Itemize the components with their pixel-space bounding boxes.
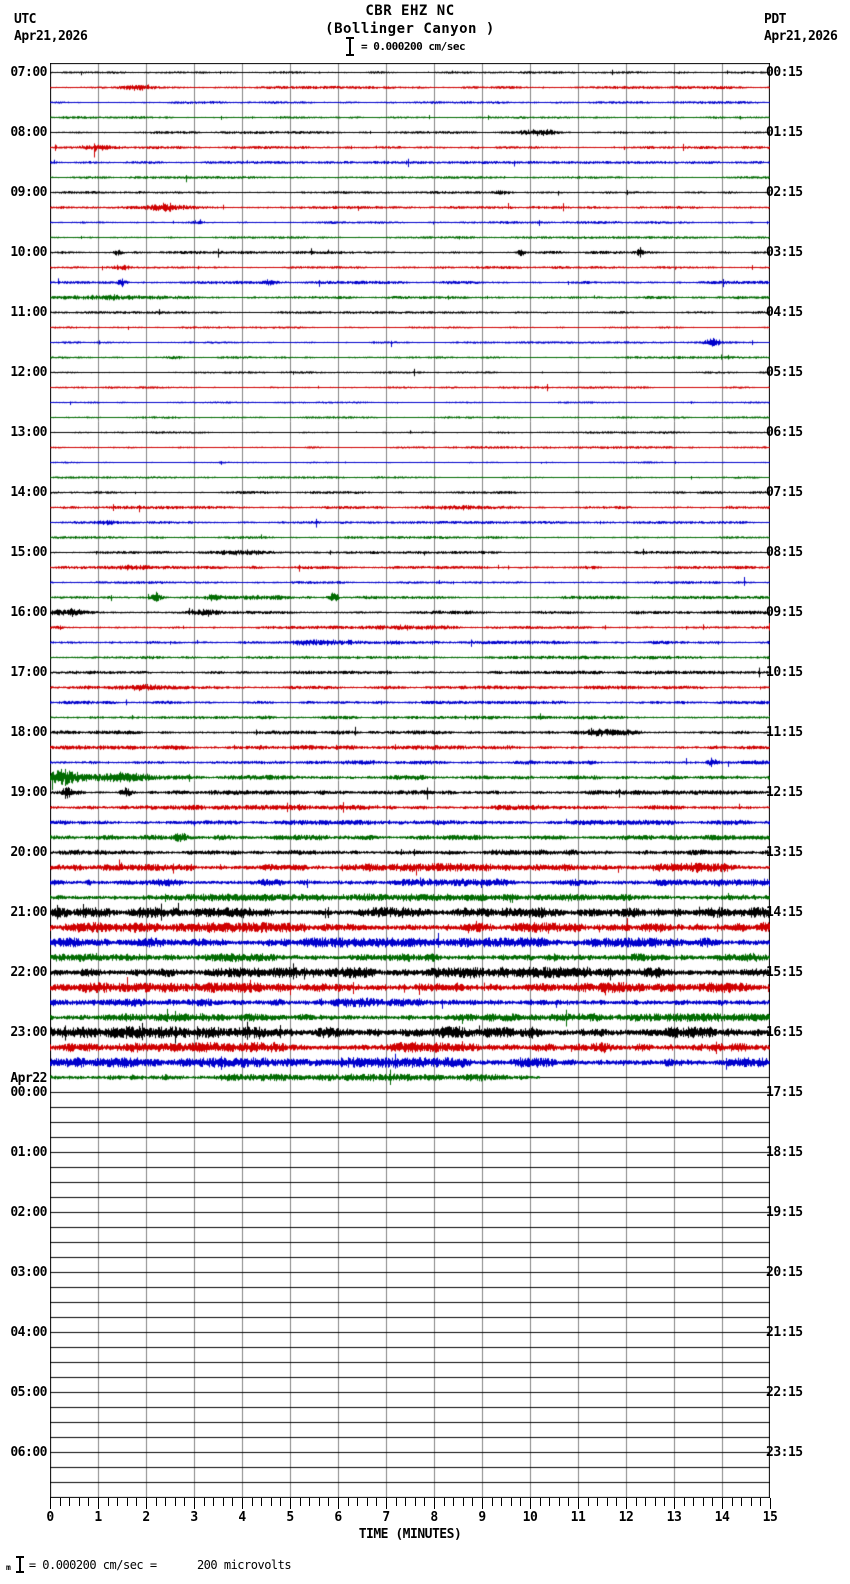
pdt-timezone-label: PDT [764,12,786,27]
minute-minor-tick [636,1498,637,1506]
minute-major-tick [530,1498,531,1509]
minute-major-tick [722,1498,723,1509]
minute-minor-tick [424,1498,425,1506]
footer-scale-note [6,1556,291,1573]
pdt-hour-label: 11:15 [766,725,803,740]
minute-minor-tick [357,1498,358,1506]
minute-tick-label: 13 [666,1510,682,1525]
utc-hour-label: 05:00 [10,1385,47,1400]
minute-minor-tick [204,1498,205,1506]
minute-minor-tick [213,1498,214,1506]
minute-minor-tick [261,1498,262,1506]
minute-minor-tick [376,1498,377,1506]
utc-hour-label: 15:00 [10,545,47,560]
minute-major-tick [338,1498,339,1509]
minute-minor-tick [367,1498,368,1506]
minute-minor-tick [645,1498,646,1506]
minute-major-tick [290,1498,291,1509]
pdt-hour-label: 21:15 [766,1325,803,1340]
utc-hour-label: 08:00 [10,125,47,140]
pdt-hour-label: 10:15 [766,665,803,680]
minute-minor-tick [108,1498,109,1506]
minute-minor-tick [415,1498,416,1506]
minute-minor-tick [751,1498,752,1506]
minute-tick-label: 15 [762,1510,778,1525]
pdt-hour-label: 01:15 [766,125,803,140]
pdt-hour-label: 03:15 [766,245,803,260]
minute-minor-tick [616,1498,617,1506]
minute-major-tick [770,1498,771,1509]
utc-hour-label: 16:00 [10,605,47,620]
minute-tick-label: 14 [714,1510,730,1525]
utc-hour-label: 19:00 [10,785,47,800]
minute-minor-tick [588,1498,589,1506]
pdt-hour-label: 22:15 [766,1385,803,1400]
pdt-hour-label: 14:15 [766,905,803,920]
pdt-hour-label: 00:15 [766,65,803,80]
station-name-subtitle: (Bollinger Canyon ) [325,21,495,37]
minute-minor-tick [463,1498,464,1506]
station-code-title: CBR EHZ NC [365,3,455,19]
minute-tick-label: 5 [286,1510,294,1525]
minute-tick-label: 4 [238,1510,246,1525]
trace-canvas [50,63,770,1498]
footer-scale-bar-icon [16,1556,24,1573]
utc-hour-label: 04:00 [10,1325,47,1340]
utc-hour-label: 11:00 [10,305,47,320]
minute-minor-tick [501,1498,502,1506]
pdt-hour-label: 02:15 [766,185,803,200]
minute-minor-tick [511,1498,512,1506]
minute-minor-tick [712,1498,713,1506]
pdt-hour-label: 05:15 [766,365,803,380]
minute-minor-tick [271,1498,272,1506]
minute-minor-tick [741,1498,742,1506]
minute-major-tick [98,1498,99,1509]
utc-hour-label: 09:00 [10,185,47,200]
pdt-hour-label: 15:15 [766,965,803,980]
utc-hour-label: 21:00 [10,905,47,920]
pdt-hour-label: 07:15 [766,485,803,500]
utc-hour-label: 01:00 [10,1145,47,1160]
minute-minor-tick [693,1498,694,1506]
minute-major-tick [434,1498,435,1509]
utc-hour-label: 23:00 [10,1025,47,1040]
minute-minor-tick [280,1498,281,1506]
minute-tick-label: 11 [570,1510,586,1525]
utc-hour-label: 12:00 [10,365,47,380]
minute-minor-tick [328,1498,329,1506]
footer-scale-text: = 0.000200 cm/sec = 200 microvolts [28,1557,292,1572]
utc-hour-label: 06:00 [10,1445,47,1460]
minute-minor-tick [175,1498,176,1506]
time-axis-title: TIME (MINUTES) [358,1527,462,1542]
utc-hour-label: 22:00 [10,965,47,980]
utc-hour-label: 14:00 [10,485,47,500]
utc-hour-label: 00:00 [10,1085,47,1100]
minute-minor-tick [760,1498,761,1506]
utc-hour-label: 02:00 [10,1205,47,1220]
minute-minor-tick [684,1498,685,1506]
minute-tick-label: 12 [618,1510,634,1525]
minute-minor-tick [520,1498,521,1506]
minute-minor-tick [184,1498,185,1506]
pdt-hour-label: 08:15 [766,545,803,560]
pdt-hour-label: 16:15 [766,1025,803,1040]
minute-minor-tick [405,1498,406,1506]
pdt-hour-label: 09:15 [766,605,803,620]
helicorder-plot [50,63,770,1498]
minute-minor-tick [703,1498,704,1506]
minute-minor-tick [165,1498,166,1506]
minute-minor-tick [156,1498,157,1506]
utc-timezone-label: UTC [14,12,36,27]
minute-minor-tick [549,1498,550,1506]
amplitude-scale [346,37,465,56]
minute-tick-label: 3 [190,1510,198,1525]
utc-next-date-label: Apr22 [10,1071,47,1086]
pdt-hour-label: 12:15 [766,785,803,800]
minute-minor-tick [444,1498,445,1506]
minute-minor-tick [136,1498,137,1506]
utc-hour-label: 03:00 [10,1265,47,1280]
minute-tick-label: 8 [430,1510,438,1525]
minute-minor-tick [60,1498,61,1506]
minute-tick-label: 10 [522,1510,538,1525]
minute-minor-tick [732,1498,733,1506]
minute-minor-tick [492,1498,493,1506]
minute-minor-tick [319,1498,320,1506]
minute-minor-tick [472,1498,473,1506]
minute-minor-tick [309,1498,310,1506]
minute-minor-tick [607,1498,608,1506]
amplitude-scale-text: = 0.000200 cm/sec [361,40,466,53]
pdt-hour-label: 13:15 [766,845,803,860]
minute-minor-tick [396,1498,397,1506]
minute-major-tick [578,1498,579,1509]
utc-hour-label: 10:00 [10,245,47,260]
minute-tick-label: 6 [334,1510,342,1525]
minute-minor-tick [453,1498,454,1506]
minute-tick-label: 7 [382,1510,390,1525]
minute-minor-tick [69,1498,70,1506]
minute-minor-tick [88,1498,89,1506]
time-axis [50,1498,770,1510]
minute-minor-tick [568,1498,569,1506]
minute-major-tick [386,1498,387,1509]
pdt-hour-label: 20:15 [766,1265,803,1280]
minute-minor-tick [117,1498,118,1506]
minute-tick-label: 9 [478,1510,486,1525]
minute-tick-label: 1 [94,1510,102,1525]
minute-major-tick [242,1498,243,1509]
pdt-hour-label: 17:15 [766,1085,803,1100]
minute-major-tick [194,1498,195,1509]
minute-minor-tick [79,1498,80,1506]
scale-bar-icon [346,37,354,56]
title-block [50,3,770,37]
minute-major-tick [50,1498,51,1509]
minute-tick-label: 0 [46,1510,54,1525]
minute-minor-tick [127,1498,128,1506]
minute-minor-tick [252,1498,253,1506]
pdt-hour-label: 06:15 [766,425,803,440]
minute-minor-tick [348,1498,349,1506]
minute-minor-tick [540,1498,541,1506]
minute-major-tick [626,1498,627,1509]
minute-minor-tick [655,1498,656,1506]
micro-prefix: m [6,1563,11,1572]
minute-minor-tick [223,1498,224,1506]
pdt-hour-label: 23:15 [766,1445,803,1460]
minute-major-tick [146,1498,147,1509]
minute-minor-tick [664,1498,665,1506]
utc-hour-label: 07:00 [10,65,47,80]
pdt-date-label: Apr21,2026 [764,29,838,44]
minute-minor-tick [232,1498,233,1506]
pdt-hour-label: 04:15 [766,305,803,320]
utc-date-label: Apr21,2026 [14,29,88,44]
minute-minor-tick [559,1498,560,1506]
minute-major-tick [674,1498,675,1509]
minute-minor-tick [300,1498,301,1506]
minute-tick-label: 2 [142,1510,150,1525]
pdt-hour-label: 18:15 [766,1145,803,1160]
minute-minor-tick [597,1498,598,1506]
utc-hour-label: 17:00 [10,665,47,680]
pdt-hour-label: 19:15 [766,1205,803,1220]
time-axis-labels [46,1510,778,1526]
minute-major-tick [482,1498,483,1509]
utc-hour-label: 18:00 [10,725,47,740]
utc-hour-label: 20:00 [10,845,47,860]
utc-hour-label: 13:00 [10,425,47,440]
